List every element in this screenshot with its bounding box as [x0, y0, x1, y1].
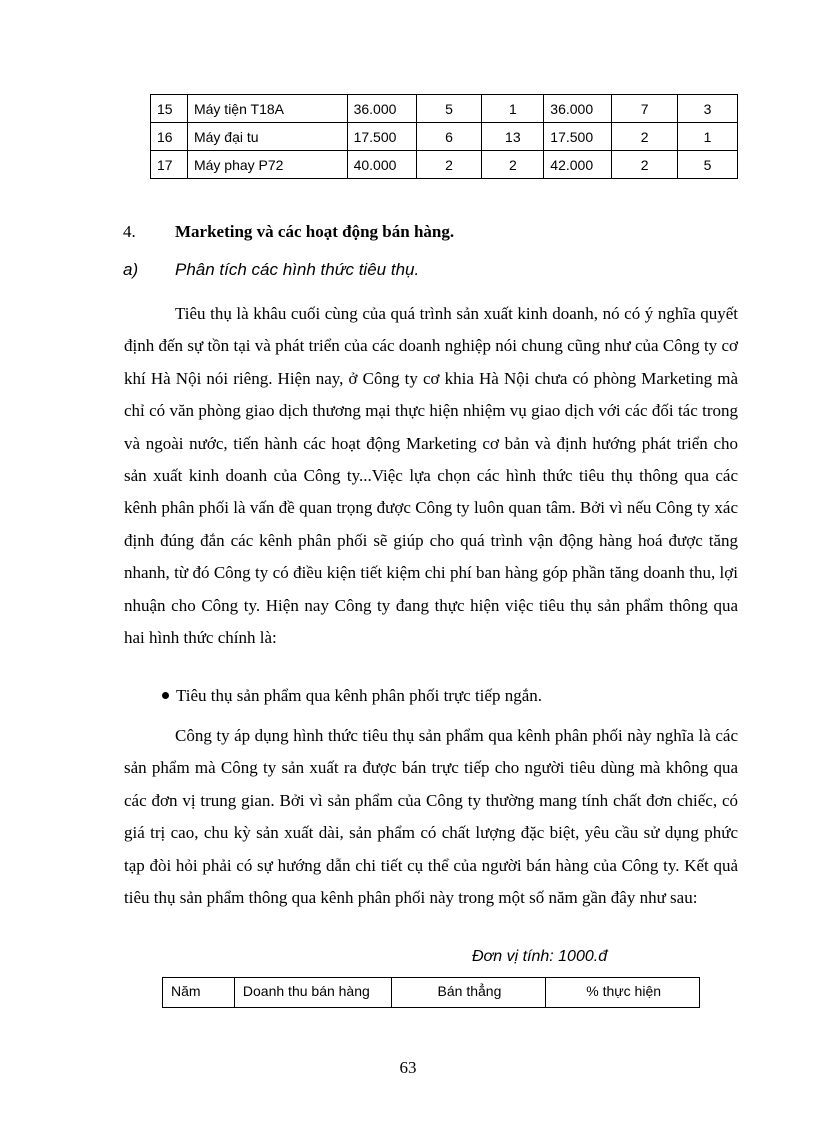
inventory-table	[150, 94, 738, 179]
table-row	[151, 151, 738, 179]
cell-count: 1	[482, 95, 544, 123]
cell-count: 5	[678, 151, 738, 179]
cell-value: 17.500	[347, 123, 416, 151]
cell-count: 7	[612, 95, 678, 123]
cell-count: 2	[482, 151, 544, 179]
cell-stt: 16	[151, 123, 188, 151]
cell-count: 2	[612, 123, 678, 151]
cell-count: 2	[612, 151, 678, 179]
subsection-title: Phân tích các hình thức tiêu thụ.	[175, 260, 420, 279]
body-paragraph: Công ty áp dụng hình thức tiêu thụ sản phẩm qua kênh phân phối này nghĩa là các sản phẩm mà Công ty sản xuất ra được bán trực tiếp cho người tiêu dùng mà không qua các đơn vị trung gian. Bởi vì sản phẩm của Công ty thường mang tính chất đơn chiếc, có giá trị cao, chu kỳ sản xuất dài, sản phẩm có chất lượng đặc biệt, yêu cầu sử dụng phức tạp đòi hỏi phải có sự hướng dẫn chi tiết cụ thể của người bán hàng của Công ty. Kết quả tiêu thụ sản phẩm thông qua kênh phân phối này trong một số năm gần đây như sau:	[124, 726, 738, 908]
cell-stt: 15	[151, 95, 188, 123]
table-row	[151, 123, 738, 151]
cell-name: Máy phay P72	[187, 151, 347, 179]
cell-name: Máy đại tu	[187, 123, 347, 151]
cell-count: 3	[678, 95, 738, 123]
bullet-text: Tiêu thụ sản phẩm qua kênh phân phối trực tiếp ngắn.	[176, 686, 542, 705]
cell-count: 5	[416, 95, 482, 123]
cell-value: 36.000	[347, 95, 416, 123]
unit-note: Đơn vị tính: 1000.đ	[472, 948, 608, 965]
bullet-item	[162, 686, 542, 706]
cell-count: 6	[416, 123, 482, 151]
table-row	[151, 95, 738, 123]
cell-value: 17.500	[544, 123, 612, 151]
cell-value: 36.000	[544, 95, 612, 123]
cell-count: 1	[678, 123, 738, 151]
bullet-icon	[162, 692, 169, 699]
header-cell: Bán thẳng	[391, 978, 546, 1008]
cell-name: Máy tiện T18A	[187, 95, 347, 123]
cell-count: 13	[482, 123, 544, 151]
cell-value: 42.000	[544, 151, 612, 179]
body-paragraph: Tiêu thụ là khâu cuối cùng của quá trình sản xuất kinh doanh, nó có ý nghĩa quyết định đến sự tồn tại và phát triển của các doanh nghiệp nói chung cũng như của Công ty cơ khí Hà Nội nói riêng. Hiện nay, ở Công ty cơ khia Hà Nội chưa có phòng Marketing mà chỉ có văn phòng giao dịch thương mại thực hiện nhiệm vụ giao dịch với các đối tác trong và ngoài nước, tiến hành các hoạt động Marketing cơ bản và định hướng phát triển cho sản xuất kinh doanh của Công ty...Việc lựa chọn các hình thức tiêu thụ thông qua các kênh phân phối là vấn đề quan trọng được Công ty luôn quan tâm. Bởi vì nếu Công ty xác định đúng đắn các kênh phân phối sẽ giúp cho quá trình vận động hàng hoá được tăng nhanh, từ đó Công ty có điều kiện tiết kiệm chi phí ban hàng góp phần tăng doanh thu, lợi nhuận cho Công ty. Hiện nay Công ty đang thực hiện việc tiêu thụ sản phẩm thông qua hai hình thức chính là:	[124, 304, 738, 648]
sales-table	[162, 977, 700, 1008]
header-cell: % thực hiện	[546, 978, 700, 1008]
header-cell: Năm	[163, 978, 235, 1008]
table-header-row	[163, 978, 700, 1008]
page-number: 63	[399, 1058, 417, 1077]
subsection-label: a)	[123, 260, 139, 279]
section-title: Marketing và các hoạt động bán hàng.	[175, 222, 455, 241]
cell-count: 2	[416, 151, 482, 179]
cell-stt: 17	[151, 151, 188, 179]
header-cell: Doanh thu bán hàng	[234, 978, 391, 1008]
cell-value: 40.000	[347, 151, 416, 179]
section-number: 4.	[123, 222, 136, 241]
